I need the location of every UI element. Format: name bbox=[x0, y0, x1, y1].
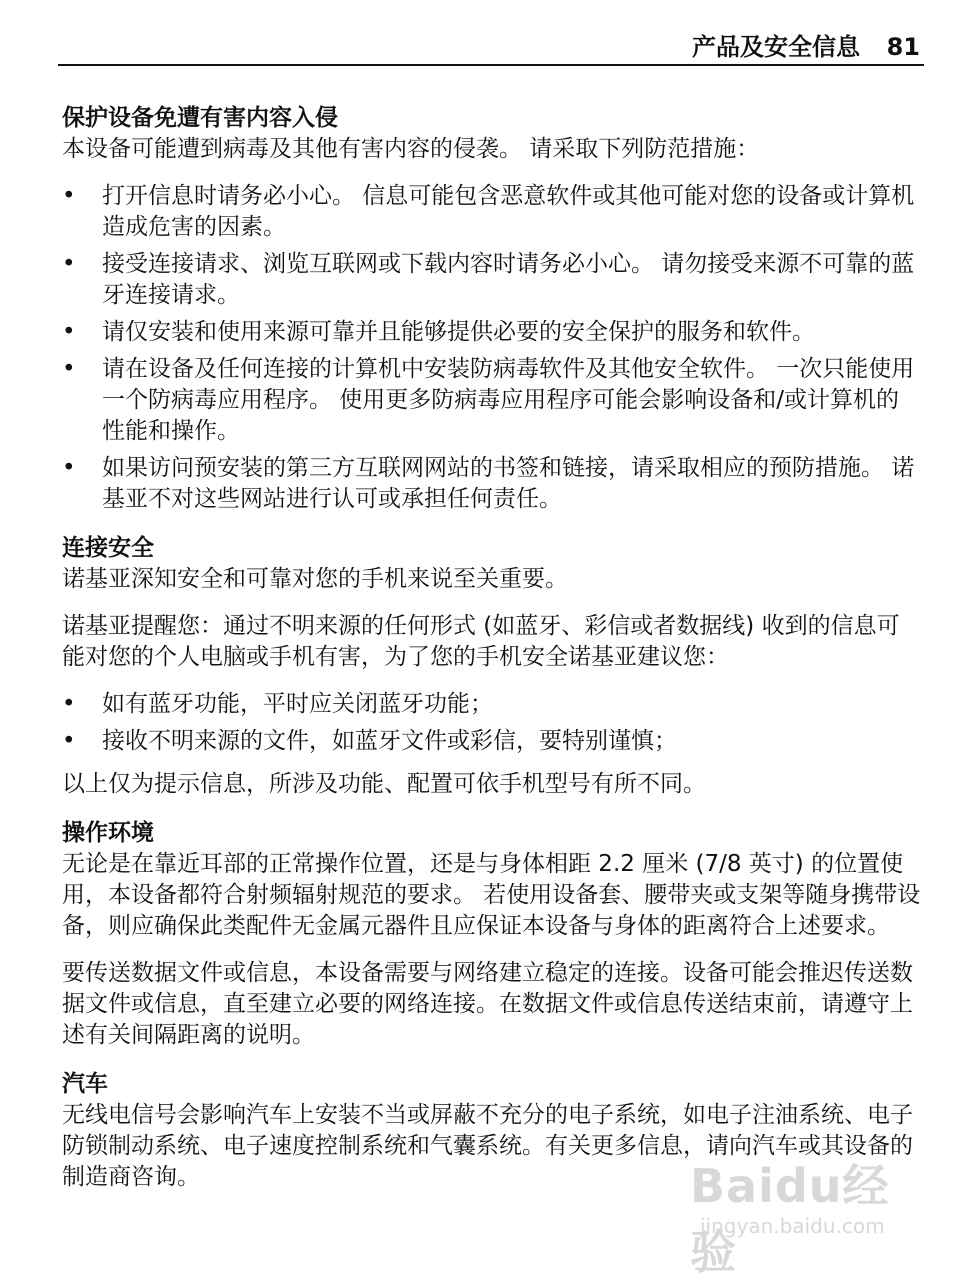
list-item-text: 接受连接请求、浏览互联网或下载内容时请务必小心。 请勿接受来源不可靠的蓝牙连接请求。 bbox=[102, 251, 915, 308]
section-operating-environment bbox=[62, 818, 922, 1051]
list-item-text: 接收不明来源的文件，如蓝牙文件或彩信，要特别谨慎； bbox=[102, 728, 677, 754]
section-heading: 操作环境 bbox=[62, 820, 154, 846]
bullet-list bbox=[62, 689, 922, 757]
list-item-text: 如果访问预安装的第三方互联网网站的书签和链接，请采取相应的预防措施。 诺基亚不对这些网站进行认可或承担任何责任。 bbox=[102, 455, 915, 512]
list-item-text: 请在设备及任何连接的计算机中安装防病毒软件及其他安全软件。 一次只能使用一个防病毒应用程序。 使用更多防病毒应用程序可能会影响设备和/或计算机的性能和操作。 bbox=[102, 356, 915, 444]
page-number: 81 bbox=[886, 33, 920, 61]
list-item-text: 打开信息时请务必小心。 信息可能包含恶意软件或其他可能对您的设备或计算机造成危害的因素。 bbox=[102, 183, 915, 240]
list-item bbox=[62, 249, 922, 311]
bullet-list bbox=[62, 181, 922, 515]
bullet-icon: • bbox=[62, 319, 76, 345]
section-heading: 保护设备免遭有害内容入侵 bbox=[62, 105, 338, 131]
section-connection-security bbox=[62, 533, 922, 800]
bullet-icon: • bbox=[62, 691, 76, 717]
header-title: 产品及安全信息 bbox=[692, 33, 860, 61]
paragraph: 诺基亚提醒您：通过不明来源的任何形式 (如蓝牙、彩信或者数据线) 收到的信息可能对您的个人电脑或手机有害，为了您的手机安全诺基亚建议您： bbox=[62, 613, 900, 670]
list-item bbox=[62, 453, 922, 515]
section-heading: 汽车 bbox=[62, 1071, 108, 1097]
paragraph: 诺基亚深知安全和可靠对您的手机来说至关重要。 bbox=[62, 566, 568, 592]
list-item-text: 如有蓝牙功能，平时应关闭蓝牙功能； bbox=[102, 691, 493, 717]
list-item bbox=[62, 317, 922, 348]
list-item bbox=[62, 689, 922, 720]
bullet-icon: • bbox=[62, 251, 76, 277]
paragraph: 以上仅为提示信息，所涉及功能、配置可依手机型号有所不同。 bbox=[62, 771, 706, 797]
bullet-icon: • bbox=[62, 728, 76, 754]
watermark-logo: Baidu经验 bbox=[690, 1159, 890, 1279]
list-item bbox=[62, 354, 922, 447]
watermark bbox=[690, 1130, 930, 1279]
list-item bbox=[62, 181, 922, 243]
list-item bbox=[62, 726, 922, 757]
bullet-icon: • bbox=[62, 455, 76, 481]
section-heading: 连接安全 bbox=[62, 535, 154, 561]
paragraph: 无线电信号会影响汽车上安装不当或屏蔽不充分的电子系统，如电子注油系统、电子防锁制动系统、电子速度控制系统和气囊系统。有关更多信息，请向汽车或其设备的制造商咨询。 bbox=[62, 1102, 913, 1190]
paragraph: 本设备可能遭到病毒及其他有害内容的侵袭。 请采取下列防范措施： bbox=[62, 136, 760, 162]
bullet-icon: • bbox=[62, 356, 76, 382]
list-item-text: 请仅安装和使用来源可靠并且能够提供必要的安全保护的服务和软件。 bbox=[102, 319, 815, 345]
paragraph: 无论是在靠近耳部的正常操作位置，还是与身体相距 2.2 厘米 (7/8 英寸) 的位置使用，本设备都符合射频辐射规范的要求。 若使用设备套、腰带夹或支架等随身携带设备，则应确保此类配件无金属元器件且应保证本设备与身体的距离符合上述要求。 bbox=[62, 851, 921, 939]
document-body bbox=[62, 103, 922, 1211]
watermark-url: jingyan.baidu.com bbox=[700, 1214, 885, 1238]
paragraph: 要传送数据文件或信息，本设备需要与网络建立稳定的连接。设备可能会推迟传送数据文件或信息，直至建立必要的网络连接。在数据文件或信息传送结束前，请遵守上述有关间隔距离的说明。 bbox=[62, 960, 913, 1048]
bullet-icon: • bbox=[62, 183, 76, 209]
page-header bbox=[58, 30, 924, 66]
section-malware-protection bbox=[62, 103, 922, 515]
